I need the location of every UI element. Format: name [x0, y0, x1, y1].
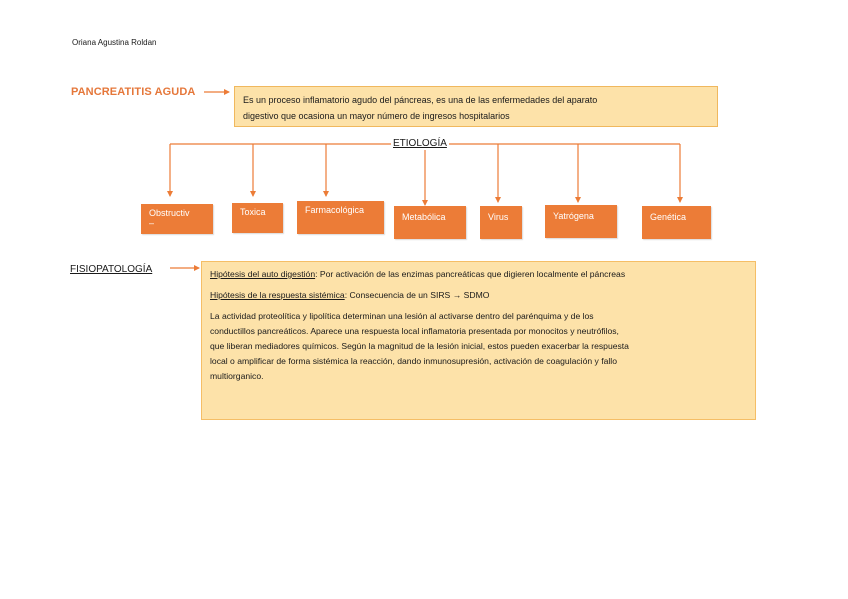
etiologia-label: ETIOLOGÍA [393, 138, 447, 149]
fisiopatologia-label: FISIOPATOLOGÍA [70, 264, 153, 275]
page-title: PANCREATITIS AGUDA [71, 86, 196, 98]
category-label: Obstructiv [149, 208, 190, 218]
paragraph-line: multiorganico. [210, 371, 264, 381]
definition-line-1: Es un proceso inflamatorio agudo del páncreas, es una de las enfermedades del aparato [243, 95, 598, 105]
mechanism-paragraph [210, 309, 747, 384]
category-label: Toxica [240, 207, 266, 217]
category-label: Genética [650, 212, 687, 222]
category-genetica [642, 206, 711, 239]
category-metabolica [394, 206, 466, 239]
hypothesis-1-text: : Por activación de las enzimas pancreáticas que digieren localmente el páncreas [315, 269, 626, 279]
category-farmacologica [297, 201, 384, 234]
paragraph-line: local o amplificar de forma sistémica la reacción, dando inmunosupresión, activación de coagulación y fallo [210, 356, 617, 366]
hypothesis-2-title: Hipótesis de la respuesta sistémica [210, 290, 345, 300]
category-label: Farmacológica [305, 205, 365, 215]
paragraph-line: La actividad proteolítica y lipolítica determinan una lesión al activarse dentro del parénquima y de los [210, 311, 594, 321]
category-label: Yatrógena [553, 211, 594, 221]
paragraph-line: que liberan mediadores químicos. Según la magnitud de la lesión inicial, estos pueden exacerbar la respuesta [210, 341, 629, 351]
category-obstructiva [141, 204, 213, 234]
category-label-extra: – [149, 218, 155, 228]
category-virus [480, 206, 522, 239]
hypothesis-2-text: : Consecuencia de un SIRS → SDMO [344, 290, 490, 300]
hypothesis-2 [210, 288, 747, 303]
category-label: Virus [488, 212, 509, 222]
hypothesis-1 [210, 267, 747, 282]
author-name: Oriana Agustina Roldan [72, 38, 157, 47]
paragraph-line: conductillos pancreáticos. Aparece una respuesta local inflamatoria presentada por monocitos y neutrófilos, [210, 326, 619, 336]
definition-box [234, 86, 718, 127]
fisiopatologia-box [201, 261, 756, 420]
definition-line-2: digestivo que ocasiona un mayor número de ingresos hospitalarios [243, 111, 510, 121]
category-yatrogena [545, 205, 617, 238]
category-label: Metabólica [402, 212, 446, 222]
category-toxica [232, 203, 283, 233]
hypothesis-1-title: Hipótesis del auto digestión [210, 269, 316, 279]
